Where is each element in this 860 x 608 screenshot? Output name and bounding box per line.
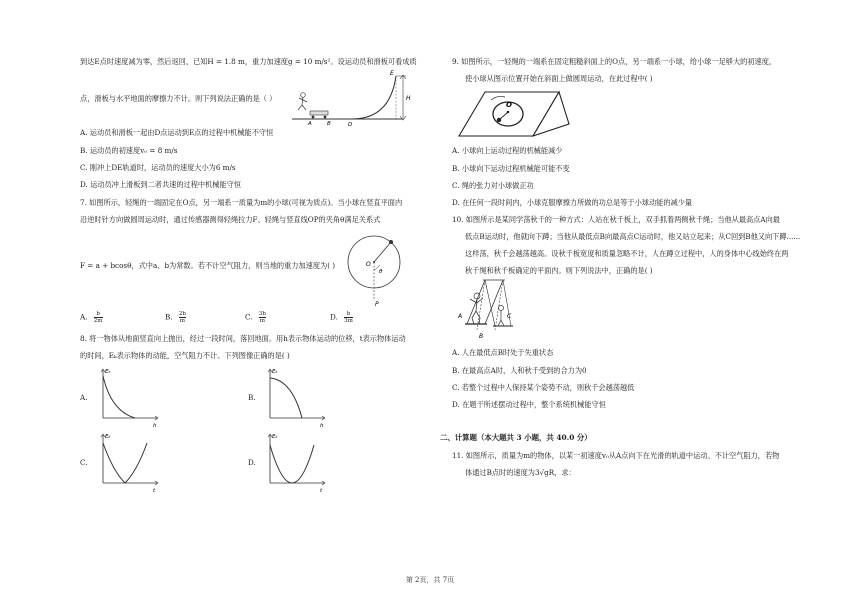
q8-option-b-letter: B. [248,393,256,402]
q8-text-line1: 8. 将一物体从地面竖直向上抛出，经过一段时间，落回地面。用h表示物体运动的位移，t表示物体运动 [80,334,406,343]
q8-graph-b [262,366,332,428]
q8-text-line2: 的时间，Eₖ表示物体的动能，空气阻力不计。下列图像正确的是( ) [80,351,290,360]
q6-ramp-figure [290,70,415,128]
q10-text-line1: 10. 如图所示是某同学荡秋千的一种方式：人站在秋千板上，双手抓着两侧秋千绳；当他从最高点A向最 [452,215,780,224]
q7-circle-figure [345,226,407,308]
q7-option-d: D. $\frac{b}{3m}$ [330,311,353,324]
q7-b-numerator: 2b [178,311,186,317]
q8-option-d-letter: D. [248,458,256,467]
q10-label-a: A [458,313,463,320]
q8-a-ylabel: Eₖ [105,369,111,375]
q10-text-line4: 秋千绳和秋千板确定的平面内。则下列说法中，正确的是( ) [465,266,653,275]
q10-label-b: B [479,333,484,340]
q6-label-e: E [390,70,394,77]
q9-option-d: D. 在任何一段时间内，小球克服摩擦力所做的功总是等于小球动能的减少量 [452,198,693,207]
q8-graph-a [95,366,165,428]
q8-b-ylabel: Eₖ [272,369,278,375]
q6-option-a: A. 运动员和滑板一起由D点运动到E点的过程中机械能不守恒 [80,128,274,137]
q9-option-c: C. 绳的张力对小球做正功 [452,181,534,190]
q9-text-line2: 使小球从图示位置开始在斜面上做圆周运动，在此过程中( ) [465,74,653,83]
q7-label-o: O [366,261,371,268]
q8-a-xlabel: h [153,423,157,428]
q6-label-h: H [406,95,411,102]
q6-option-c: C. 刚冲上DE轨道时，运动员的速度大小为6 m/s [80,163,236,172]
q7-text-line1: 7. 如图所示，轻绳的一端固定在O点，另一端系一质量为m的小球(可视为质点)。当小球在竖直平面内 [80,198,403,207]
q10-text-line2: 低点B运动时，他就向下蹲；当他从最低点B向最高点C运动时，他又站立起来；从C回到B他又向下蹲...... [465,232,801,241]
q6-label-b: B [327,121,331,127]
q9-option-b: B. 小球向下运动过程机械能可能不变 [452,164,570,173]
q7-a-numerator: b [94,311,103,318]
q6-label-a: A [308,121,312,127]
q10-swing-figure [455,278,515,342]
q7-b-denominator: m [179,318,185,324]
q8-b-xlabel: h [320,423,324,428]
q8-option-c-letter: C. [80,458,88,467]
q10-option-a: A. 人在最低点B时处于失重状态 [452,348,554,357]
q6-option-d: D. 运动员冲上滑板到二者共速的过程中机械能守恒 [80,180,242,189]
q9-label-o: O [506,101,512,109]
q10-text-line3: 这样荡，秋千会越荡越高。设秋千板宽度和质量忽略不计，人在蹲立过程中，人的身体中心线始终在两 [465,249,789,258]
q8-c-xlabel: t [153,488,156,493]
q8-c-ylabel: Eₖ [105,434,111,440]
q7-label-theta: θ [379,269,383,275]
q10-option-c: C. 若整个过程中人保持某个姿势不动，则秋千会越荡越低 [452,383,635,392]
q8-option-a-letter: A. [80,393,88,402]
q10-option-d: D. 在题干所述摆动过程中，整个系统机械能守恒 [452,400,606,409]
q8-d-ylabel: Eₖ [272,434,278,440]
q6-text-line2: 点，滑板与水平地面的摩擦力不计。则下列说法正确的是（ ） [80,94,277,103]
q7-label-p: P [375,301,379,308]
q7-option-c: C. $\frac{3b}{m}$ [245,311,266,324]
q9-incline-figure [455,84,575,142]
q8-graph-d [262,431,332,493]
q6-label-d: D [348,122,353,128]
q7-option-a: A. $\frac{b}{2m}$ [80,311,103,324]
q9-option-a: A. 小球向上运动过程的机械能减少 [452,146,563,155]
q8-d-xlabel: t [320,488,323,493]
q6-option-b: B. 运动员的初速度v₀ = 8 m/s [80,146,178,155]
q7-d-numerator: b [344,311,353,318]
q8-graph-c [95,431,165,493]
q7-a-denominator: 2m [93,318,103,324]
q6-text-line1: 到达E点时速度减为零，然后返回，已知H = 1.8 m，重力加速度g = 10 m/s²。设运动员和滑板可看成质 [80,57,417,66]
q7-option-b: B. $\frac{2b}{m}$ [165,311,186,324]
q7-c-numerator: 3b [258,311,266,317]
q7-c-denominator: m [259,318,265,324]
page-footer: 第 2页，共 7页 [405,576,455,584]
q10-label-c: C [507,313,512,320]
q11-text-line1: 11. 如图所示，质量为m的物体，以某一初速度v₀从A点向下在光滑的轨道中运动。不计空气阻力，若物 [452,451,780,460]
q11-text-line2: 体通过B点时的速度为3√gR，求： [465,468,576,477]
q9-text-line1: 9. 如图所示，一轻绳的一端系在固定粗糙斜面上的O点，另一端系一小球，给小球一足够大的初速度， [452,57,777,66]
q7-text-line2: 沿逆时针方向做圆周运动时，通过传感器测得轻绳拉力F、轻绳与竖直线OP的夹角θ满足关系式 [80,215,381,224]
section-3-heading: 二、计算题（本大题共 3 小题，共 40.0 分） [440,433,592,442]
q7-d-denominator: 3m [344,318,353,324]
q7-text-line3: F = a + bcosθ，式中a、b为常数。若不计空气阻力，则当地的重力加速度为( ) [80,261,336,270]
q10-option-b: B. 在最高点A时，人和秋千受到的合力为0 [452,366,587,375]
